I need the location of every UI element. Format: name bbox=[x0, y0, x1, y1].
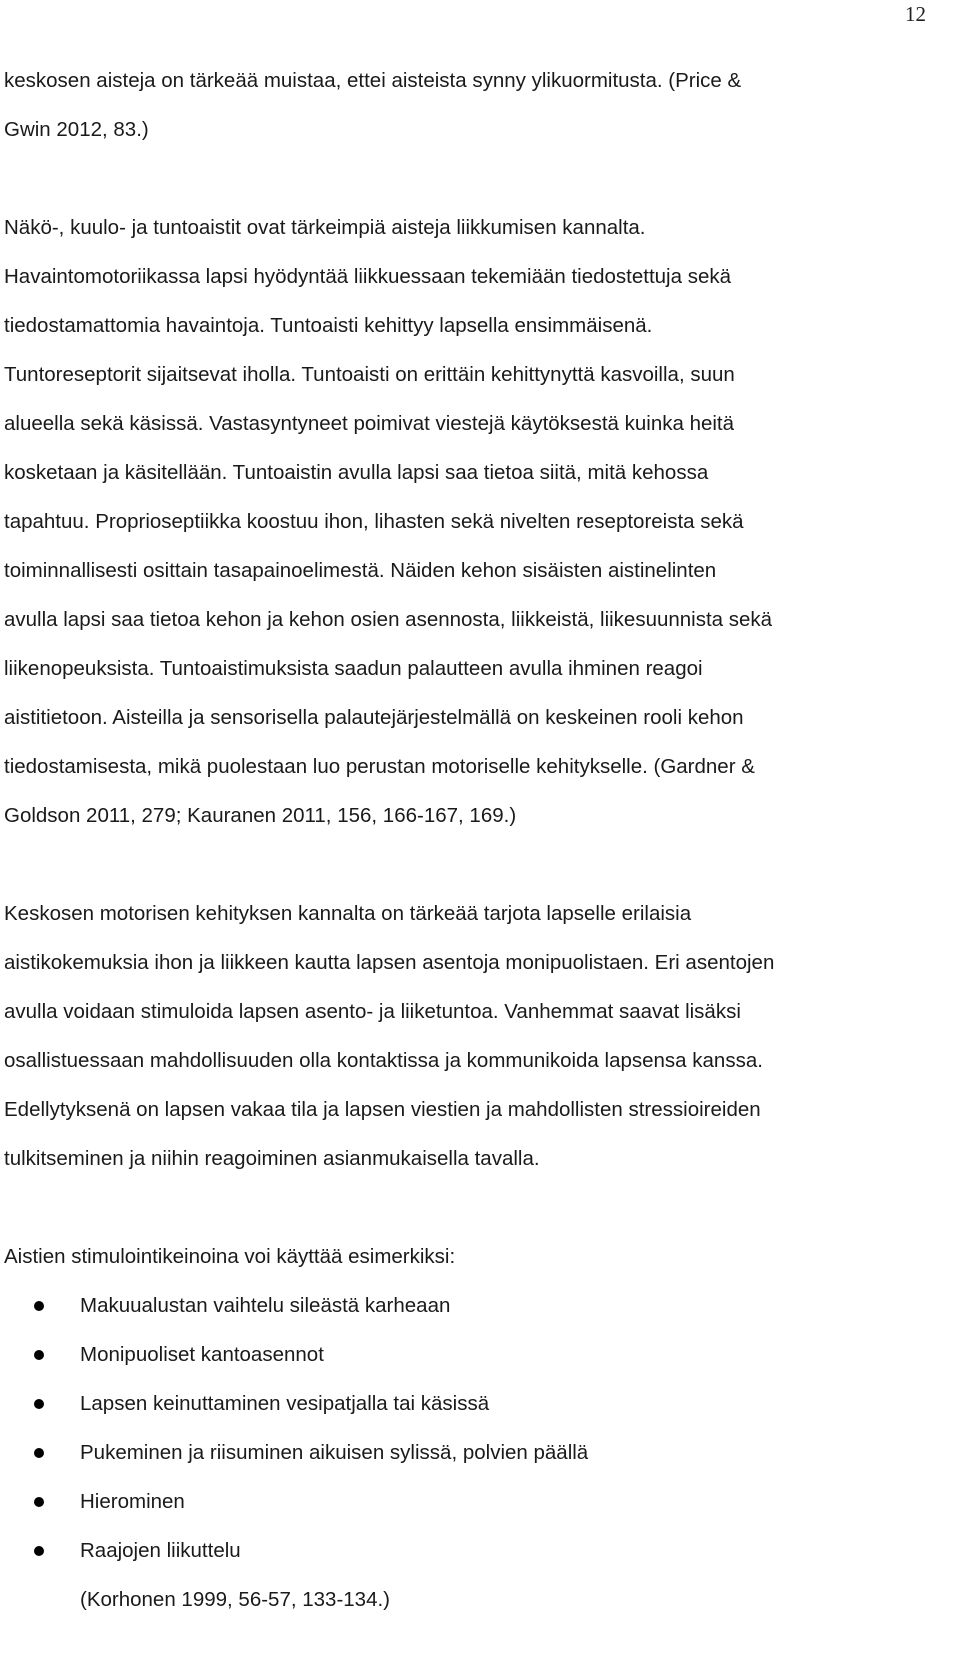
text-line: tiedostamattomia havaintoja. Tuntoaisti kehittyy lapsella ensimmäisenä. bbox=[4, 314, 653, 337]
list-item bbox=[4, 1428, 934, 1477]
bullet-icon bbox=[34, 1546, 44, 1556]
text-line: Edellytyksenä on lapsen vakaa tila ja lapsen viestien ja mahdollisten stressioireiden bbox=[4, 1098, 761, 1121]
stimulation-list bbox=[4, 1281, 934, 1575]
bullet-icon bbox=[34, 1301, 44, 1311]
text-line: liikenopeuksista. Tuntoaistimuksista saadun palautteen avulla ihminen reagoi bbox=[4, 657, 703, 680]
list-item bbox=[4, 1379, 934, 1428]
page-number: 12 bbox=[905, 2, 926, 26]
document-body bbox=[4, 56, 934, 1624]
paragraph-1 bbox=[4, 56, 934, 154]
text-line: Tuntoreseptorit sijaitsevat iholla. Tuntoaisti on erittäin kehittynyttä kasvoilla, suun bbox=[4, 363, 735, 386]
list-citation: (Korhonen 1999, 56-57, 133-134.) bbox=[80, 1588, 391, 1611]
paragraph-4 bbox=[4, 1232, 934, 1281]
text-line: Gwin 2012, 83.) bbox=[4, 118, 149, 141]
text-line: avulla voidaan stimuloida lapsen asento- ja liiketuntoa. Vanhemmat saavat lisäksi bbox=[4, 1000, 741, 1023]
list-intro: Aistien stimulointikeinoina voi käyttää esimerkiksi: bbox=[4, 1245, 456, 1268]
text-line: tulkitseminen ja niihin reagoiminen asianmukaisella tavalla. bbox=[4, 1147, 540, 1170]
text-line: Keskosen motorisen kehityksen kannalta on tärkeää tarjota lapselle erilaisia bbox=[4, 902, 692, 925]
text-line: osallistuessaan mahdollisuuden olla kontaktissa ja kommunikoida lapsensa kanssa. bbox=[4, 1049, 763, 1072]
text-line: Havaintomotoriikassa lapsi hyödyntää liikkuessaan tekemiään tiedostettuja sekä bbox=[4, 265, 732, 288]
text-line: aistikokemuksia ihon ja liikkeen kautta lapsen asentoja monipuolistaen. Eri asentojen bbox=[4, 951, 775, 974]
text-line: Goldson 2011, 279; Kauranen 2011, 156, 166-167, 169.) bbox=[4, 804, 517, 827]
text-line: Näkö-, kuulo- ja tuntoaistit ovat tärkeimpiä aisteja liikkumisen kannalta. bbox=[4, 216, 646, 239]
paragraph-gap bbox=[4, 1183, 934, 1232]
text-line: toiminnallisesti osittain tasapainoelimestä. Näiden kehon sisäisten aistinelinten bbox=[4, 559, 717, 582]
list-item-label: Makuualustan vaihtelu sileästä karheaan bbox=[80, 1294, 451, 1317]
paragraph-2 bbox=[4, 203, 934, 840]
text-line: avulla lapsi saa tietoa kehon ja kehon osien asennosta, liikkeistä, liikesuunnista sekä bbox=[4, 608, 773, 631]
text-line: aistitietoon. Aisteilla ja sensorisella palautejärjestelmällä on keskeinen rooli kehon bbox=[4, 706, 744, 729]
list-item-label: Monipuoliset kantoasennot bbox=[80, 1343, 324, 1366]
bullet-icon bbox=[34, 1497, 44, 1507]
text-line: keskosen aisteja on tärkeää muistaa, ettei aisteista synny ylikuormitusta. (Price & bbox=[4, 69, 742, 92]
paragraph-3 bbox=[4, 889, 934, 1183]
list-item-label: Lapsen keinuttaminen vesipatjalla tai käsissä bbox=[80, 1392, 490, 1415]
paragraph-gap bbox=[4, 154, 934, 203]
list-item-label: Raajojen liikuttelu bbox=[80, 1539, 241, 1562]
bullet-icon bbox=[34, 1448, 44, 1458]
text-line: kosketaan ja käsitellään. Tuntoaistin avulla lapsi saa tietoa siitä, mitä kehossa bbox=[4, 461, 709, 484]
list-item bbox=[4, 1330, 934, 1379]
bullet-icon bbox=[34, 1399, 44, 1409]
list-item bbox=[4, 1281, 934, 1330]
bullet-icon bbox=[34, 1350, 44, 1360]
list-item bbox=[4, 1526, 934, 1575]
list-item-label: Pukeminen ja riisuminen aikuisen sylissä, polvien päällä bbox=[80, 1441, 589, 1464]
text-line: alueella sekä käsissä. Vastasyntyneet poimivat viestejä käytöksestä kuinka heitä bbox=[4, 412, 735, 435]
text-line: tiedostamisesta, mikä puolestaan luo perustan motoriselle kehitykselle. (Gardner & bbox=[4, 755, 755, 778]
list-item bbox=[4, 1477, 934, 1526]
list-item-label: Hierominen bbox=[80, 1490, 185, 1513]
text-line: tapahtuu. Proprioseptiikka koostuu ihon, lihasten sekä nivelten reseptoreista sekä bbox=[4, 510, 744, 533]
paragraph-gap bbox=[4, 840, 934, 889]
